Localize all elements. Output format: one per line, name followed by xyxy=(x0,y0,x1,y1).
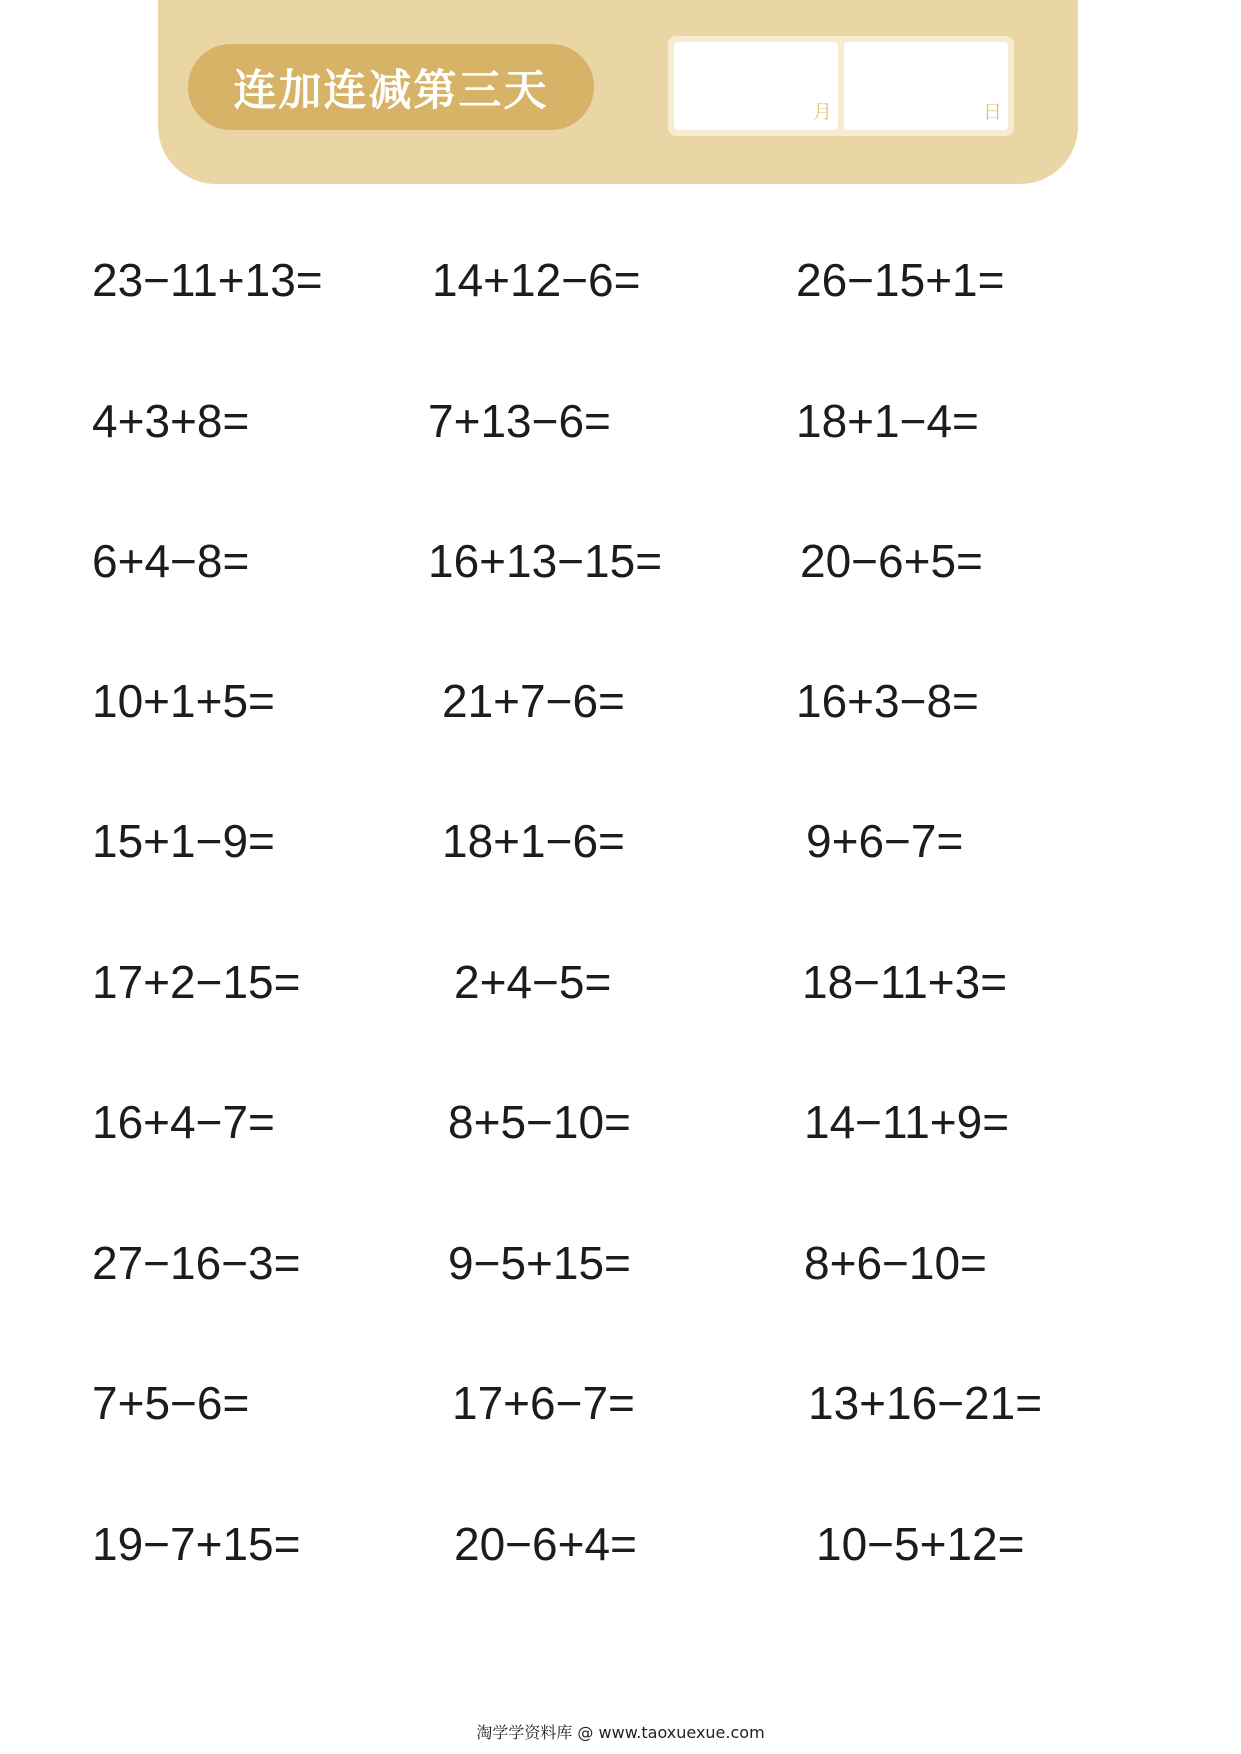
problem-item: 10−5+12= xyxy=(816,1518,1025,1570)
problem-item: 26−15+1= xyxy=(796,254,1005,306)
worksheet-title: 连加连减第三天 xyxy=(188,44,594,130)
day-label: 日 xyxy=(982,101,1002,123)
problem-item: 16+13−15= xyxy=(428,535,663,587)
footer-watermark: 淘学学资料库 @ www.taoxuexue.com xyxy=(476,1723,765,1742)
problem-item: 8+6−10= xyxy=(804,1237,987,1289)
problem-item: 18+1−4= xyxy=(796,395,979,447)
problem-item: 15+1−9= xyxy=(92,815,275,867)
problem-item: 23−11+13= xyxy=(92,254,323,306)
problem-item: 9+6−7= xyxy=(806,815,964,867)
problem-item: 14+12−6= xyxy=(432,254,641,306)
problem-item: 14−11+9= xyxy=(804,1096,1010,1148)
problem-item: 20−6+5= xyxy=(800,535,983,587)
problem-item: 19−7+15= xyxy=(92,1518,301,1570)
problem-item: 8+5−10= xyxy=(448,1096,631,1148)
problem-item: 9−5+15= xyxy=(448,1237,631,1289)
problem-item: 17+6−7= xyxy=(452,1377,635,1429)
problem-item: 4+3+8= xyxy=(92,395,250,447)
problem-item: 18+1−6= xyxy=(442,815,625,867)
problem-item: 7+13−6= xyxy=(428,395,611,447)
problem-item: 16+3−8= xyxy=(796,675,979,727)
problem-item: 21+7−6= xyxy=(442,675,625,727)
month-label: 月 xyxy=(812,101,832,123)
problem-item: 20−6+4= xyxy=(454,1518,637,1570)
problem-item: 13+16−21= xyxy=(808,1377,1043,1429)
problem-item: 16+4−7= xyxy=(92,1096,275,1148)
problem-item: 7+5−6= xyxy=(92,1377,250,1429)
problem-item: 27−16−3= xyxy=(92,1237,301,1289)
problem-item: 17+2−15= xyxy=(92,956,301,1008)
problem-item: 18−11+3= xyxy=(802,956,1008,1008)
problem-item: 6+4−8= xyxy=(92,535,250,587)
problem-item: 10+1+5= xyxy=(92,675,275,727)
problem-item: 2+4−5= xyxy=(454,956,612,1008)
